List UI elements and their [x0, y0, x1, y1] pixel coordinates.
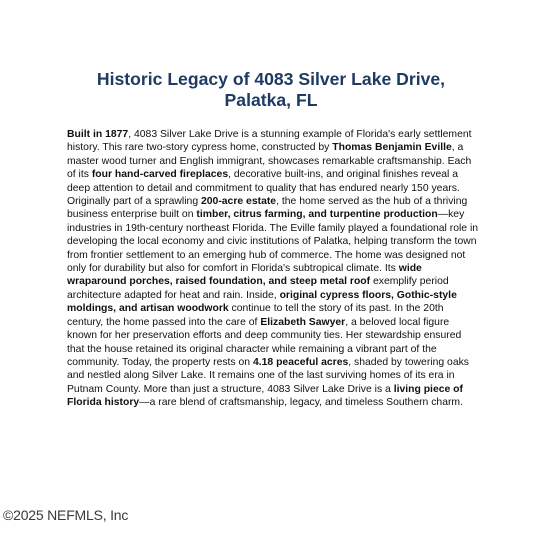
body-emphasis: living piece of Florida history [67, 383, 463, 409]
copyright-notice: ©2025 NEFMLS, Inc [3, 507, 129, 523]
body-emphasis: 4.18 peaceful acres [252, 356, 349, 368]
body-text-segment: , the home served as the hub of a thriving business enterprise built on [67, 196, 468, 221]
body-text-segment: , shaded by towering oaks and nestled along Silver Lake. It remains one of the last surviving homes of its era in Putnam County. More than just a structure, 4083 Silver Lake Drive is a [67, 356, 470, 395]
body-text-segment: , 4083 Silver Lake Drive is a stunning example of Florida's early settlement history. This rare two-story cypress home, constructed by [67, 129, 472, 154]
body-text-segment: , decorative built-ins, and original finishes reveal a deep attention to detail and commitment to quality that has endured nearly 150 years. Originally part of a sprawling [67, 169, 460, 208]
body-paragraph [67, 128, 479, 410]
body-emphasis: Built in 1877 [67, 129, 129, 140]
title-line-2: Palatka, FL [224, 90, 318, 110]
title-line-1: Historic Legacy of 4083 Silver Lake Drive, [96, 69, 446, 89]
body-emphasis: wide wraparound porches, raised foundation, and steep metal roof [67, 263, 422, 288]
body-text-segment: , a beloved local figure known for her preservation efforts and deep community ties. Her stewardship ensured that the house retained its original character while remaining a vibrant part of the community. Today, the property rests on [67, 316, 462, 368]
body-emphasis: timber, citrus farming, and turpentine production [196, 209, 438, 221]
body-text-segment: exemplify period architecture adapted for heat and rain. Inside, [67, 276, 449, 301]
document-title [40, 69, 502, 111]
body-emphasis: Elizabeth Sawyer [260, 316, 346, 328]
body-text-segment: continue to tell the story of its past. In the 20th century, the home passed into the care of [67, 303, 444, 328]
body-emphasis: four hand-carved fireplaces [91, 169, 229, 181]
body-emphasis: Thomas Benjamin Eville [332, 142, 452, 154]
body-text-segment: , a master wood turner and English immigrant, showcases remarkable craftsmanship. Each of its [67, 142, 472, 181]
body-text-segment: —a rare blend of craftsmanship, legacy, and timeless Southern charm. [139, 397, 463, 409]
body-emphasis: original cypress floors, Gothic-style moldings, and artisan woodwork [67, 289, 457, 315]
body-emphasis: 200-acre estate [200, 196, 277, 208]
body-text-segment: —key industries in 19th-century northeast Florida. The Eville family played a foundational role in developing the local economy and civic institutions of Palatka, helping transform the town from frontier settlement to an emerging hub of commerce. The home was designed not only for durability but also for comfort in Florida's subtropical climate. Its [67, 209, 479, 275]
